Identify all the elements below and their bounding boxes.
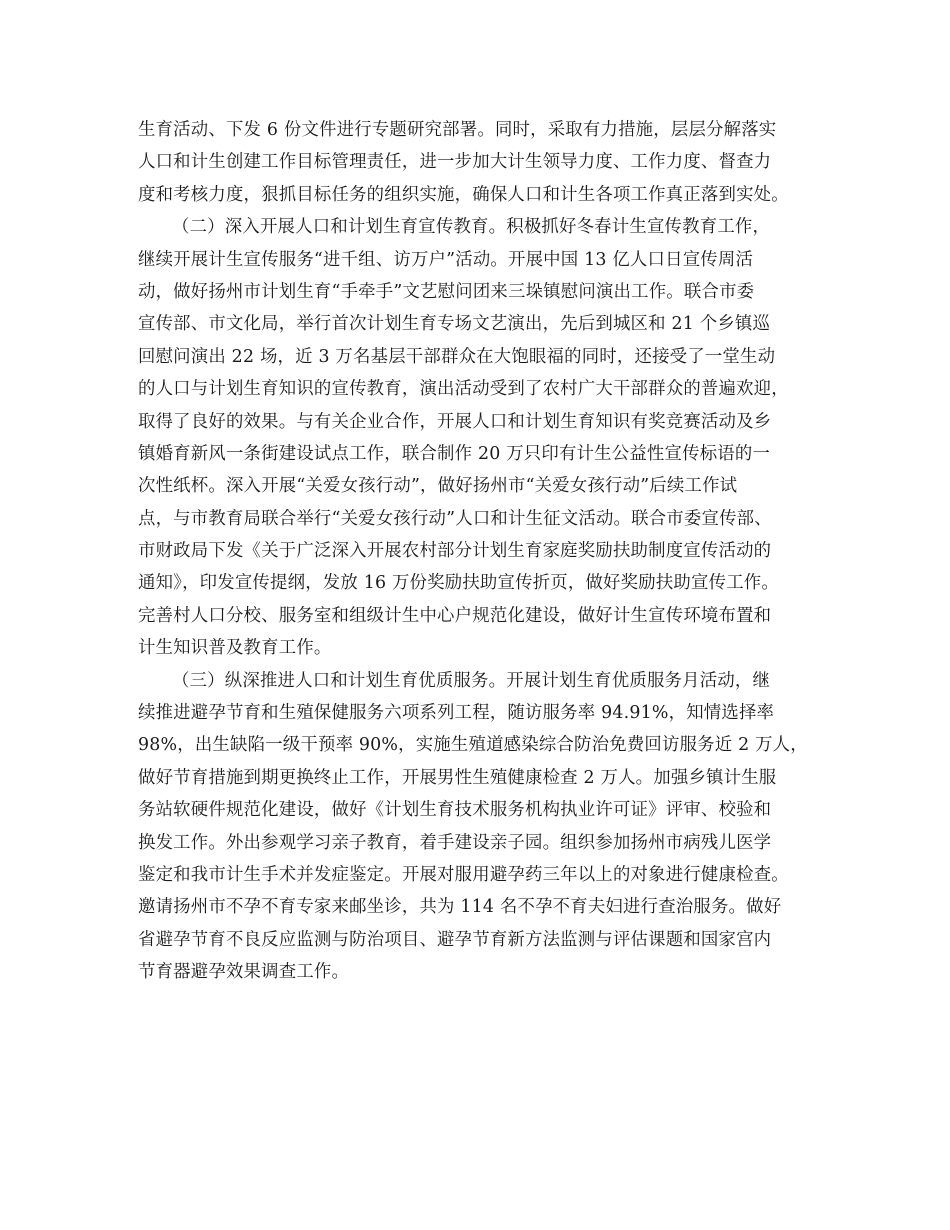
- text-line: （二）深入开展人口和计划生育宣传教育。积极抓好冬春计生宣传教育工作，: [172, 217, 771, 238]
- text-line: 节育器避孕效果调查工作。: [138, 962, 350, 983]
- text-line: 的人口与计划生育知识的宣传教育，演出活动受到了农村广大干部群众的普遍欢迎，: [138, 379, 789, 400]
- text-line: 通知》，印发宣传提纲，发放 16 万份奖励扶助宣传折页，做好奖励扶助宣传工作。: [138, 573, 779, 594]
- text-line: 取得了良好的效果。与有关企业合作，开展人口和计划生育知识有奖竞赛活动及乡: [138, 411, 772, 432]
- paragraph-continuation: [138, 114, 818, 211]
- text-line: 完善村人口分校、服务室和组级计生中心户规范化建设，做好计生宣传环境布置和: [138, 605, 772, 626]
- document-body: [138, 114, 818, 989]
- text-line: 生育活动、下发 6 份文件进行专题研究部署。同时，采取有力措施，层层分解落实: [138, 120, 777, 140]
- text-line: 人口和计生创建工作目标管理责任，进一步加大计生领导力度、工作力度、督查力: [138, 152, 772, 173]
- text-line: 省避孕节育不良反应监测与防治项目、避孕节育新方法监测与评估课题和国家宫内: [138, 929, 772, 950]
- text-line: 回慰问演出 22 场，近 3 万名基层干部群众在大饱眼福的同时，还接受了一堂生动: [138, 346, 776, 367]
- text-line: 做好节育措施到期更换终止工作，开展男性生殖健康检查 2 万人。加强乡镇计生服: [138, 767, 777, 788]
- text-line: 点，与市教育局联合举行“关爱女孩行动”人口和计生征文活动。联合市委宣传部、: [138, 508, 772, 529]
- text-line: 镇婚育新风一条街建设试点工作，联合制作 20 万只印有计生公益性宣传标语的一: [138, 443, 771, 464]
- text-line: 继续开展计生宣传服务“进千组、访万户”活动。开展中国 13 亿人口日宣传周活: [138, 249, 754, 270]
- text-line: 度和考核力度，狠抓目标任务的组织实施，确保人口和计生各项工作真正落到实处。: [138, 184, 789, 205]
- text-line: 市财政局下发《关于广泛深入开展农村部分计划生育家庭奖励扶助制度宣传活动的: [138, 541, 772, 562]
- text-line: 次性纸杯。深入开展“关爱女孩行动”，做好扬州市“关爱女孩行动”后续工作试: [138, 476, 738, 497]
- text-line: 换发工作。外出参观学习亲子教育，着手建设亲子园。组织参加扬州市病残儿医学: [138, 832, 772, 853]
- text-line: 务站软硬件规范化建设，做好《计划生育技术服务机构执业许可证》评审、校验和: [138, 800, 772, 821]
- text-line: 邀请扬州市不孕不育专家来邮坐诊，共为 114 名不孕不育夫妇进行查治服务。做好: [138, 897, 782, 918]
- text-line: （三）纵深推进人口和计划生育优质服务。开展计划生育优质服务月活动，继: [172, 670, 771, 691]
- paragraph-publicity-education: [138, 211, 818, 664]
- text-line: 动，做好扬州市计划生育“手牵手”文艺慰问团来三垛镇慰问演出工作。联合市委: [138, 281, 755, 302]
- text-line: 续推进避孕节育和生殖保健服务六项系列工程，随访服务率 94.91%，知情选择率: [138, 703, 775, 724]
- text-line: 宣传部、市文化局，举行首次计划生育专场文艺演出，先后到城区和 21 个乡镇巡: [138, 314, 771, 335]
- text-line: 计生知识普及教育工作。: [138, 638, 332, 659]
- text-line: 98%，出生缺陷一级干预率 90%，实施生殖道感染综合防治免费回访服务近 2 万人，: [138, 735, 808, 756]
- text-line: 鉴定和我市计生手术并发症鉴定。开展对服用避孕药三年以上的对象进行健康检查。: [138, 864, 789, 885]
- paragraph-quality-service: [138, 665, 818, 989]
